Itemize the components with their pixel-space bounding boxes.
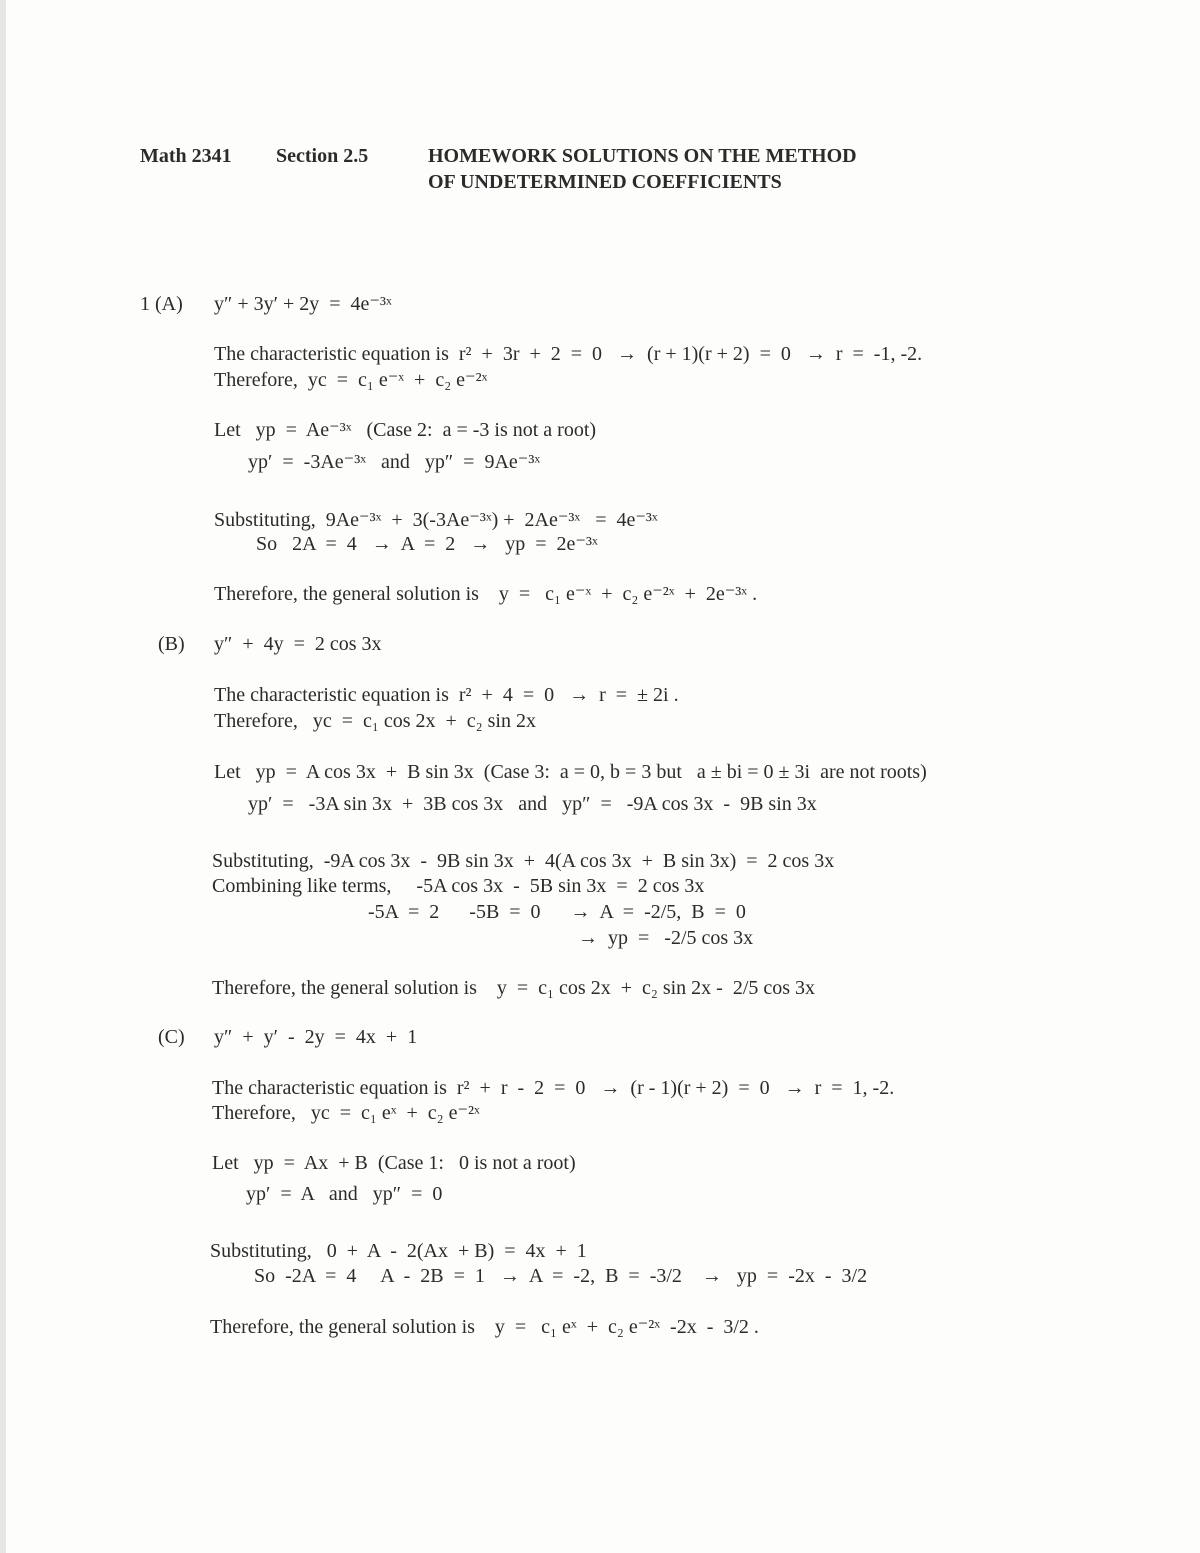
general-solution-1b: Therefore, the general solution is y = c₁ cos 2x + c₂ sin 2x - 2/5 cos 3x: [212, 977, 816, 999]
solution-line: Substituting, -9A cos 3x - 9B sin 3x + 4(A cos 3x + B sin 3x) = 2 cos 3x: [212, 850, 835, 872]
solution-line: Let yp = Ae⁻³ˣ (Case 2: a = -3 is not a root): [214, 419, 597, 441]
title-line-1: HOMEWORK SOLUTIONS ON THE METHOD: [428, 145, 857, 167]
section-number: Section 2.5: [276, 145, 369, 167]
solution-line: → yp = -2/5 cos 3x: [578, 927, 754, 949]
solution-line: yp′ = -3Ae⁻³ˣ and yp″ = 9Ae⁻³ˣ: [248, 451, 541, 473]
solution-line: The characteristic equation is r² + r - 2 = 0 → (r - 1)(r + 2) = 0 → r = 1, -2.: [212, 1077, 895, 1099]
problem-label-1a: 1 (A): [140, 293, 183, 315]
solution-line: yp′ = -3A sin 3x + 3B cos 3x and yp″ = -9A cos 3x - 9B sin 3x: [248, 793, 817, 815]
title-line-2: OF UNDETERMINED COEFFICIENTS: [428, 171, 782, 193]
solution-line: Let yp = A cos 3x + B sin 3x (Case 3: a = 0, b = 3 but a ± bi = 0 ± 3i are not roots): [214, 761, 927, 783]
problem-label-1c: (C): [158, 1026, 185, 1048]
solution-line: Substituting, 9Ae⁻³ˣ + 3(-3Ae⁻³ˣ) + 2Ae⁻³ˣ = 4e⁻³ˣ: [214, 509, 658, 531]
document-title: [428, 143, 857, 195]
solution-line: Therefore, yc = c₁ eˣ + c₂ e⁻²ˣ: [212, 1102, 480, 1124]
solution-line: Therefore, yc = c₁ e⁻ˣ + c₂ e⁻²ˣ: [214, 369, 488, 391]
solution-line: So 2A = 4 → A = 2 → yp = 2e⁻³ˣ: [256, 533, 598, 555]
solution-line: Substituting, 0 + A - 2(Ax + B) = 4x + 1: [210, 1240, 587, 1262]
solution-line: -5A = 2 -5B = 0 → A = -2/5, B = 0: [368, 901, 746, 923]
general-solution-1a: Therefore, the general solution is y = c₁ e⁻ˣ + c₂ e⁻²ˣ + 2e⁻³ˣ .: [214, 583, 758, 605]
problem-equation-1c: y″ + y′ - 2y = 4x + 1: [214, 1026, 418, 1048]
general-solution-1c: Therefore, the general solution is y = c₁ eˣ + c₂ e⁻²ˣ -2x - 3/2 .: [210, 1316, 759, 1338]
problem-label-1b: (B): [158, 633, 185, 655]
problem-equation-1a: y″ + 3y′ + 2y = 4e⁻³ˣ: [214, 293, 392, 315]
course-number: Math 2341: [140, 145, 232, 167]
solution-line: Combining like terms, -5A cos 3x - 5B sin 3x = 2 cos 3x: [212, 875, 705, 897]
solution-line: Therefore, yc = c₁ cos 2x + c₂ sin 2x: [214, 710, 536, 732]
solution-line: The characteristic equation is r² + 3r + 2 = 0 → (r + 1)(r + 2) = 0 → r = -1, -2.: [214, 343, 923, 365]
scan-edge: [0, 0, 6, 1553]
solution-line: The characteristic equation is r² + 4 = 0 → r = ± 2i .: [214, 684, 679, 706]
solution-line: So -2A = 4 A - 2B = 1 → A = -2, B = -3/2 → yp = -2x - 3/2: [254, 1265, 868, 1287]
solution-line: yp′ = A and yp″ = 0: [246, 1183, 443, 1205]
problem-equation-1b: y″ + 4y = 2 cos 3x: [214, 633, 382, 655]
solution-line: Let yp = Ax + B (Case 1: 0 is not a root): [212, 1152, 576, 1174]
